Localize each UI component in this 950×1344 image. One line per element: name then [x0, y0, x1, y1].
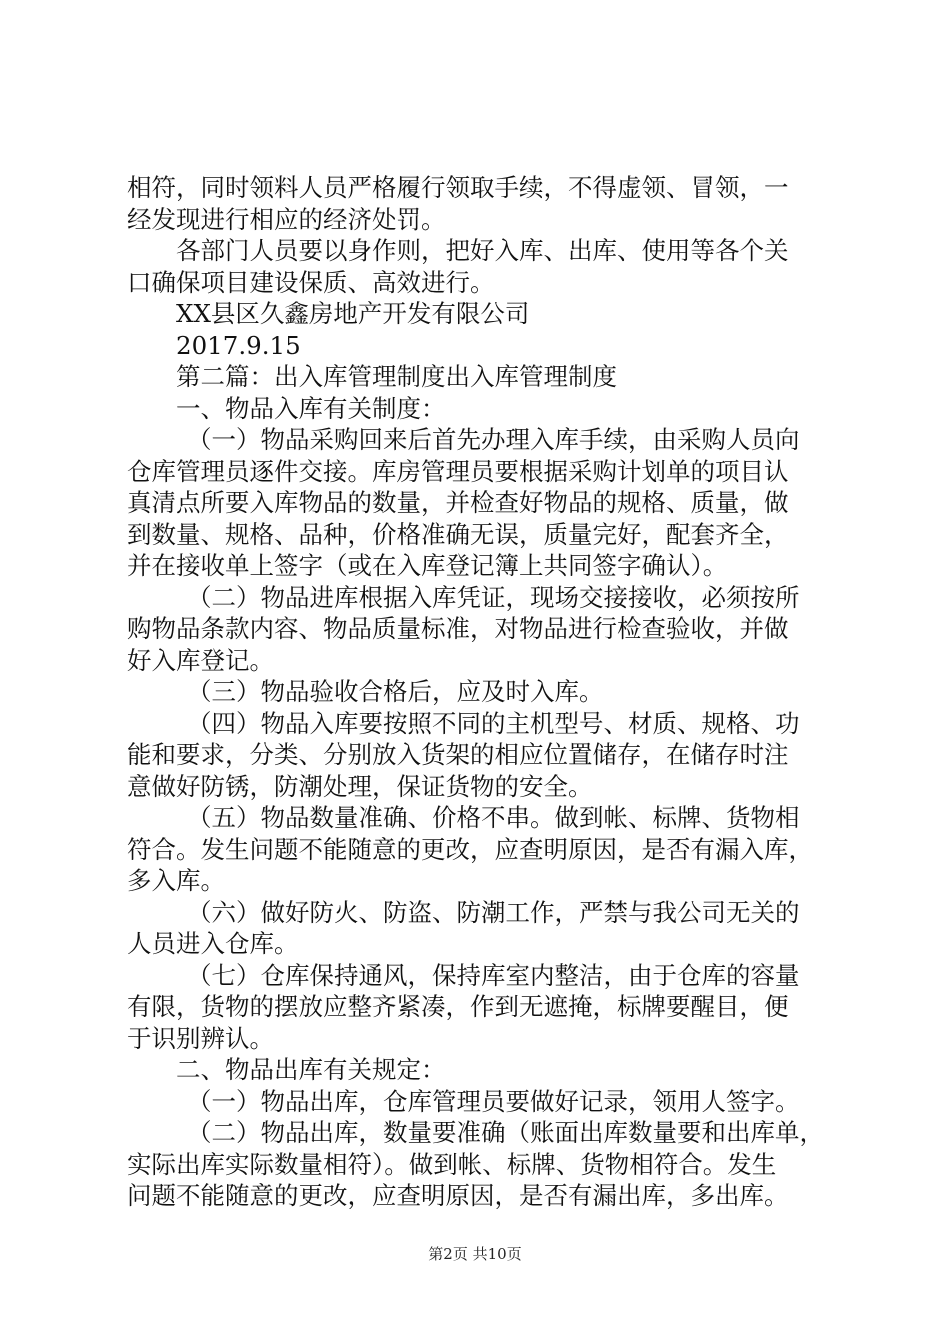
paragraph-line: 口确保项目建设保质、高效进行。	[127, 267, 495, 297]
paragraph-line: 多入库。	[127, 866, 225, 895]
paragraph-line: 到数量、规格、品种，价格准确无误，质量完好，配套齐全，	[127, 519, 789, 549]
paragraph-line: （五）物品数量准确、价格不串。做到帐、标牌、货物相	[187, 803, 800, 832]
document-date: 2017.9.15	[176, 330, 301, 360]
paragraph-line: 能和要求，分类、分别放入货架的相应位置储存，在储存时注	[127, 740, 789, 769]
paragraph-line: 于识别辨认。	[127, 1023, 274, 1053]
paragraph-line: 仓库管理员逐件交接。库房管理员要根据采购计划单的项目认	[127, 456, 789, 486]
paragraph-line: （二）物品进库根据入库凭证，现场交接接收，必须按所	[187, 582, 800, 612]
paragraph-line: （一）物品出库，仓库管理员要做好记录，领用人签字。	[187, 1086, 800, 1116]
paragraph-line: 相符，同时领料人员严格履行领取手续，不得虚领、冒领，一	[127, 173, 789, 202]
paragraph-line: （二）物品出库，数量要准确（账面出库数量要和出库单，	[187, 1118, 824, 1147]
paragraph-line: 问题不能随意的更改，应查明原因，是否有漏出库，多出库。	[127, 1181, 789, 1210]
paragraph-line: （四）物品入库要按照不同的主机型号、材质、规格、功	[187, 708, 800, 738]
paragraph-line: 符合。发生问题不能随意的更改，应查明原因，是否有漏入库，	[127, 834, 813, 864]
paragraph-line: 经发现进行相应的经济处罚。	[127, 204, 446, 234]
paragraph-line: 购物品条款内容、物品质量标准，对物品进行检查验收，并做	[127, 614, 789, 643]
paragraph-line: （一）物品采购回来后首先办理入库手续，由采购人员向	[187, 425, 800, 454]
paragraph-line: （六）做好防火、防盗、防潮工作，严禁与我公司无关的	[187, 897, 800, 927]
paragraph-line: 人员进入仓库。	[127, 929, 299, 958]
company-name: XX县区久鑫房地产开发有限公司	[176, 299, 530, 328]
section-heading: 一、物品入库有关制度：	[176, 393, 446, 423]
section-title: 第二篇：出入库管理制度出入库管理制度	[176, 362, 617, 391]
paragraph-line: 意做好防锈，防潮处理，保证货物的安全。	[127, 771, 593, 801]
section-heading: 二、物品出库有关规定：	[176, 1055, 446, 1084]
paragraph-line: 并在接收单上签字（或在入库登记簿上共同签字确认）。	[127, 551, 728, 580]
document-body	[127, 172, 837, 1212]
paragraph-line: 有限，货物的摆放应整齐紧凑，作到无遮掩，标牌要醒目，便	[127, 992, 789, 1021]
paragraph-line: 各部门人员要以身作则，把好入库、出库、使用等各个关	[176, 236, 789, 265]
paragraph-line: 实际出库实际数量相符）。做到帐、标牌、货物相符合。发生	[127, 1149, 777, 1179]
paragraph-line: （三）物品验收合格后，应及时入库。	[187, 677, 604, 706]
paragraph-line: （七）仓库保持通风，保持库室内整洁，由于仓库的容量	[187, 960, 800, 990]
paragraph-line: 真清点所要入库物品的数量，并检查好物品的规格、质量，做	[127, 488, 789, 517]
page-footer: 第2页 共10页	[428, 1245, 522, 1263]
paragraph-line: 好入库登记。	[127, 645, 274, 675]
